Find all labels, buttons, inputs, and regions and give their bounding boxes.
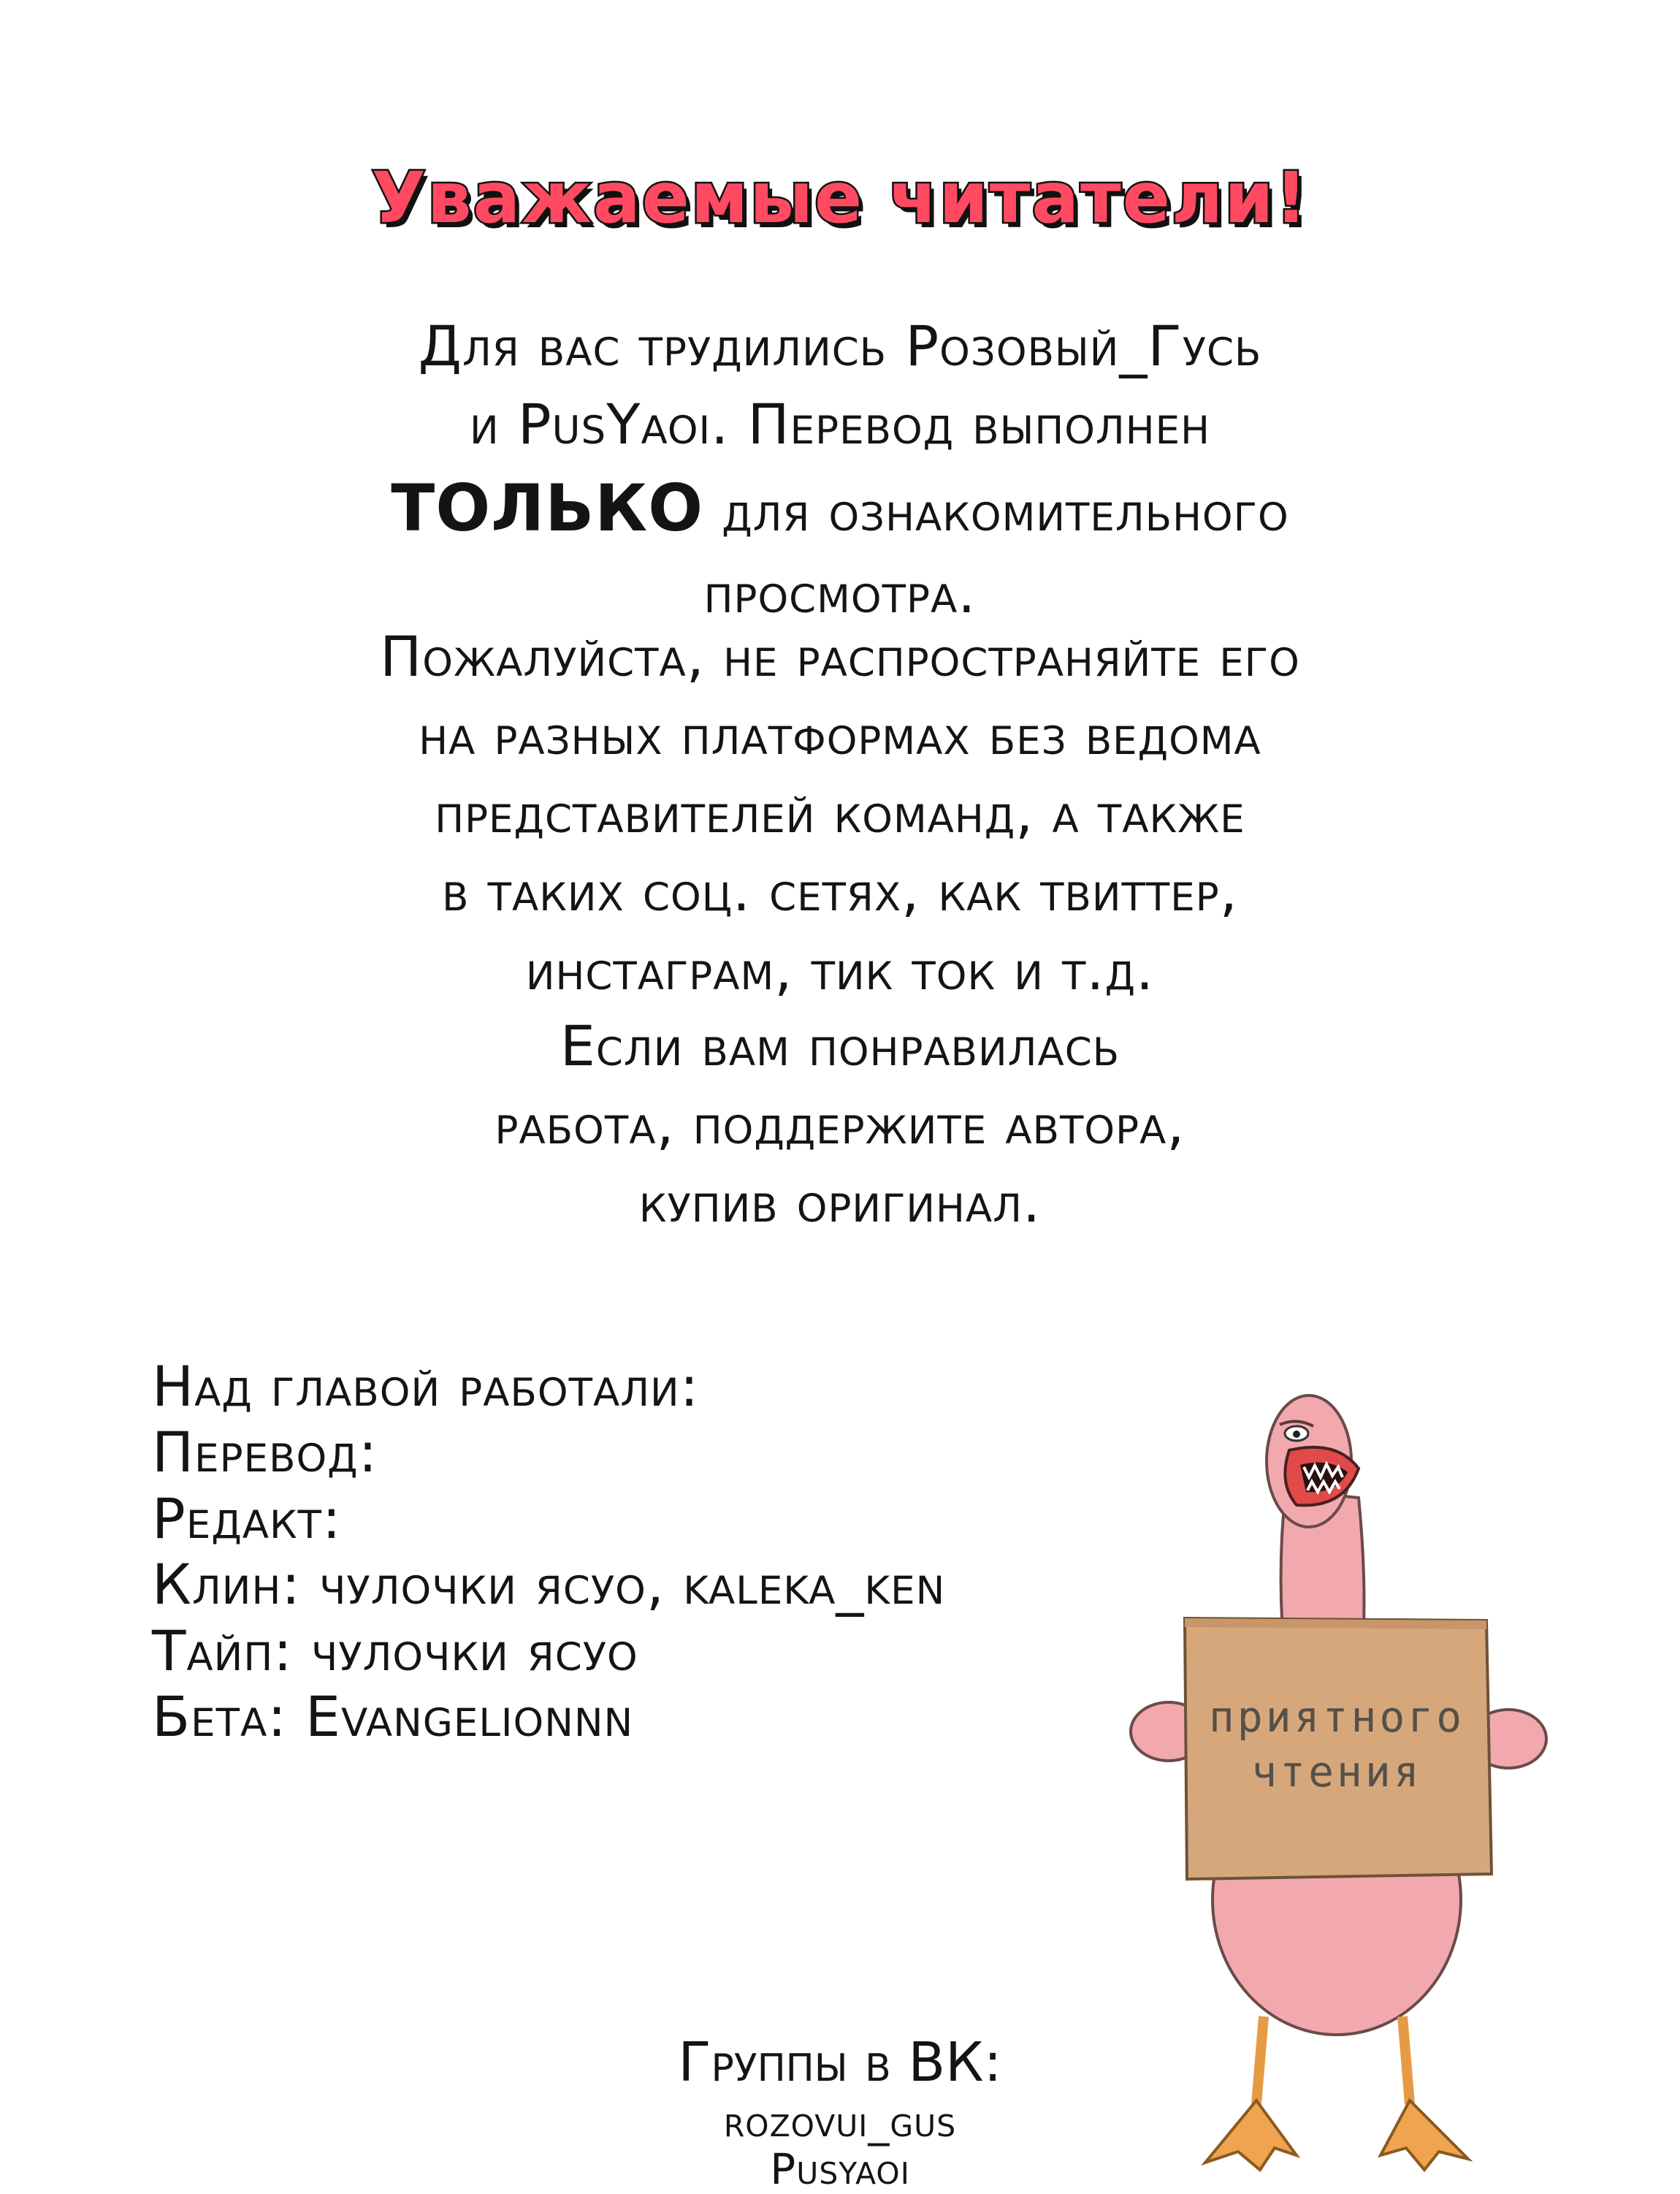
- support-paragraph: [219, 1007, 1461, 1241]
- vk-group-link[interactable]: rozovui_gus: [723, 2097, 957, 2147]
- credits-block: [152, 1354, 1101, 1751]
- support-line: работа, поддержите автора,: [495, 1092, 1185, 1157]
- sign-text-line2: чтения: [1251, 1747, 1422, 1797]
- support-line: Если вам понравилась: [560, 1013, 1120, 1078]
- emphasis-word: ТОЛЬКО: [391, 471, 704, 546]
- goose-leg-right: [1402, 2016, 1410, 2104]
- request-line: в таких соц. сетях, как твиттер,: [442, 858, 1238, 924]
- goose-foot-left: [1205, 2100, 1297, 2170]
- request-line: Пожалуйста, не распространяйте его: [380, 624, 1300, 689]
- intro-line-rest: для ознакомительного: [722, 479, 1289, 544]
- sign-text-line1: приятного: [1208, 1692, 1465, 1742]
- goose-leg-left: [1256, 2016, 1264, 2104]
- credit-beta: Бета: Evangelionnn: [152, 1684, 634, 1750]
- request-line: представителей команд, а также: [435, 780, 1245, 846]
- goose-foot-right: [1381, 2100, 1468, 2170]
- credits-heading: Над главой работали:: [152, 1354, 700, 1419]
- page-title: Уважаемые читатели!: [371, 157, 1309, 239]
- request-paragraph: [219, 617, 1461, 1009]
- intro-line-emphasis: [219, 463, 1461, 554]
- vk-group-link[interactable]: Pusyaoi: [770, 2144, 910, 2194]
- intro-line: и PusYaoi. Перевод выполнен: [470, 392, 1210, 457]
- intro-line: Для вас трудились Розовый_Гусь: [418, 313, 1262, 378]
- intro-line: просмотра.: [703, 560, 977, 626]
- support-line: купив оригинал.: [638, 1170, 1042, 1235]
- intro-paragraph: [219, 307, 1461, 633]
- credit-edit: Редакт:: [152, 1485, 342, 1551]
- request-line: инстаграм, тик ток и т.д.: [525, 937, 1155, 1002]
- credit-type: Тайп: чулочки ясуо: [152, 1618, 638, 1683]
- goose-illustration: [1118, 1388, 1556, 2177]
- credit-translation: Перевод:: [152, 1420, 378, 1485]
- credit-clean: Клин: чулочки ясуо, kaleka_ken: [152, 1552, 946, 1618]
- vk-heading: Группы в ВК:: [678, 2031, 1002, 2094]
- request-line: на разных платформах без ведома: [419, 702, 1261, 768]
